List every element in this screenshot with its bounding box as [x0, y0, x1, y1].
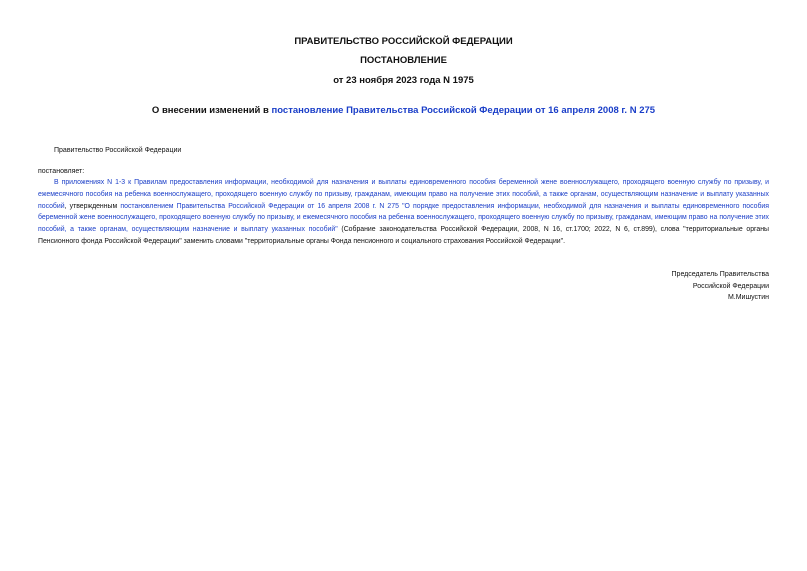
signature-position-line1: Председатель Правительства [671, 271, 769, 278]
government-heading: ПРАВИТЕЛЬСТВО РОССИЙСКОЙ ФЕДЕРАЦИИ [294, 36, 513, 47]
subject-link[interactable]: постановление Правительства Российской Федерации от 16 апреля 2008 г. N 275 [271, 105, 656, 116]
body-text-fragment: (Собрание законодательства Российской Федерации, 2008, N 16, ст.1700; 2022, N 6, ст.899), слова "территориальные органы Пенсионного фонда Российской Федерации" заменить словами "территориальные органы Фонда пенсионного и социального страхования Российской Федерации". [38, 226, 769, 245]
issuer-text: Правительство Российской Федерации [54, 147, 182, 154]
resolves-text: постановляет: [38, 168, 85, 175]
document-type: ПОСТАНОВЛЕНИЕ [360, 55, 447, 66]
signature-position-line2: Российской Федерации [692, 282, 769, 290]
body-paragraph [38, 177, 769, 248]
body-text-fragment: , утвержденным [64, 202, 121, 210]
decree-275-link[interactable]: постановлением Правительства Российской Федерации от 16 апреля 2008 г. N 275 "О порядке предоставления информации, необходимой для назначения и выплаты единовременного пособия беременной жене военнослужащего, проходящего военную службу по призыву, и ежемесячного пособия на ребенка военнослужащего, проходящего военную службу по призыву, гражданам, имеющим право на получение этих пособий, а также органам, осуществляющим назначение и выплату указанных пособий" [38, 202, 769, 234]
signature-name: М.Мишустин [727, 294, 769, 301]
signature-block [672, 269, 769, 304]
document-subject [0, 105, 807, 117]
document-date-number: от 23 ноября 2023 года N 1975 [333, 75, 474, 86]
subject-prefix: О внесении изменений в [151, 105, 272, 116]
rules-appendix-link[interactable]: В приложениях N 1-3 к Правилам предоставления информации, необходимой для назначения и выплаты единовременного пособия беременной жене военнослужащего, проходящего военную службу по призыву, и ежемесячного пособия на ребенка военнослужащего, проходящего военную службу по призыву, гражданам, имеющим право на получение этих пособий, а также органам, осуществляющим назначение и выплату указанных пособий [38, 179, 769, 210]
